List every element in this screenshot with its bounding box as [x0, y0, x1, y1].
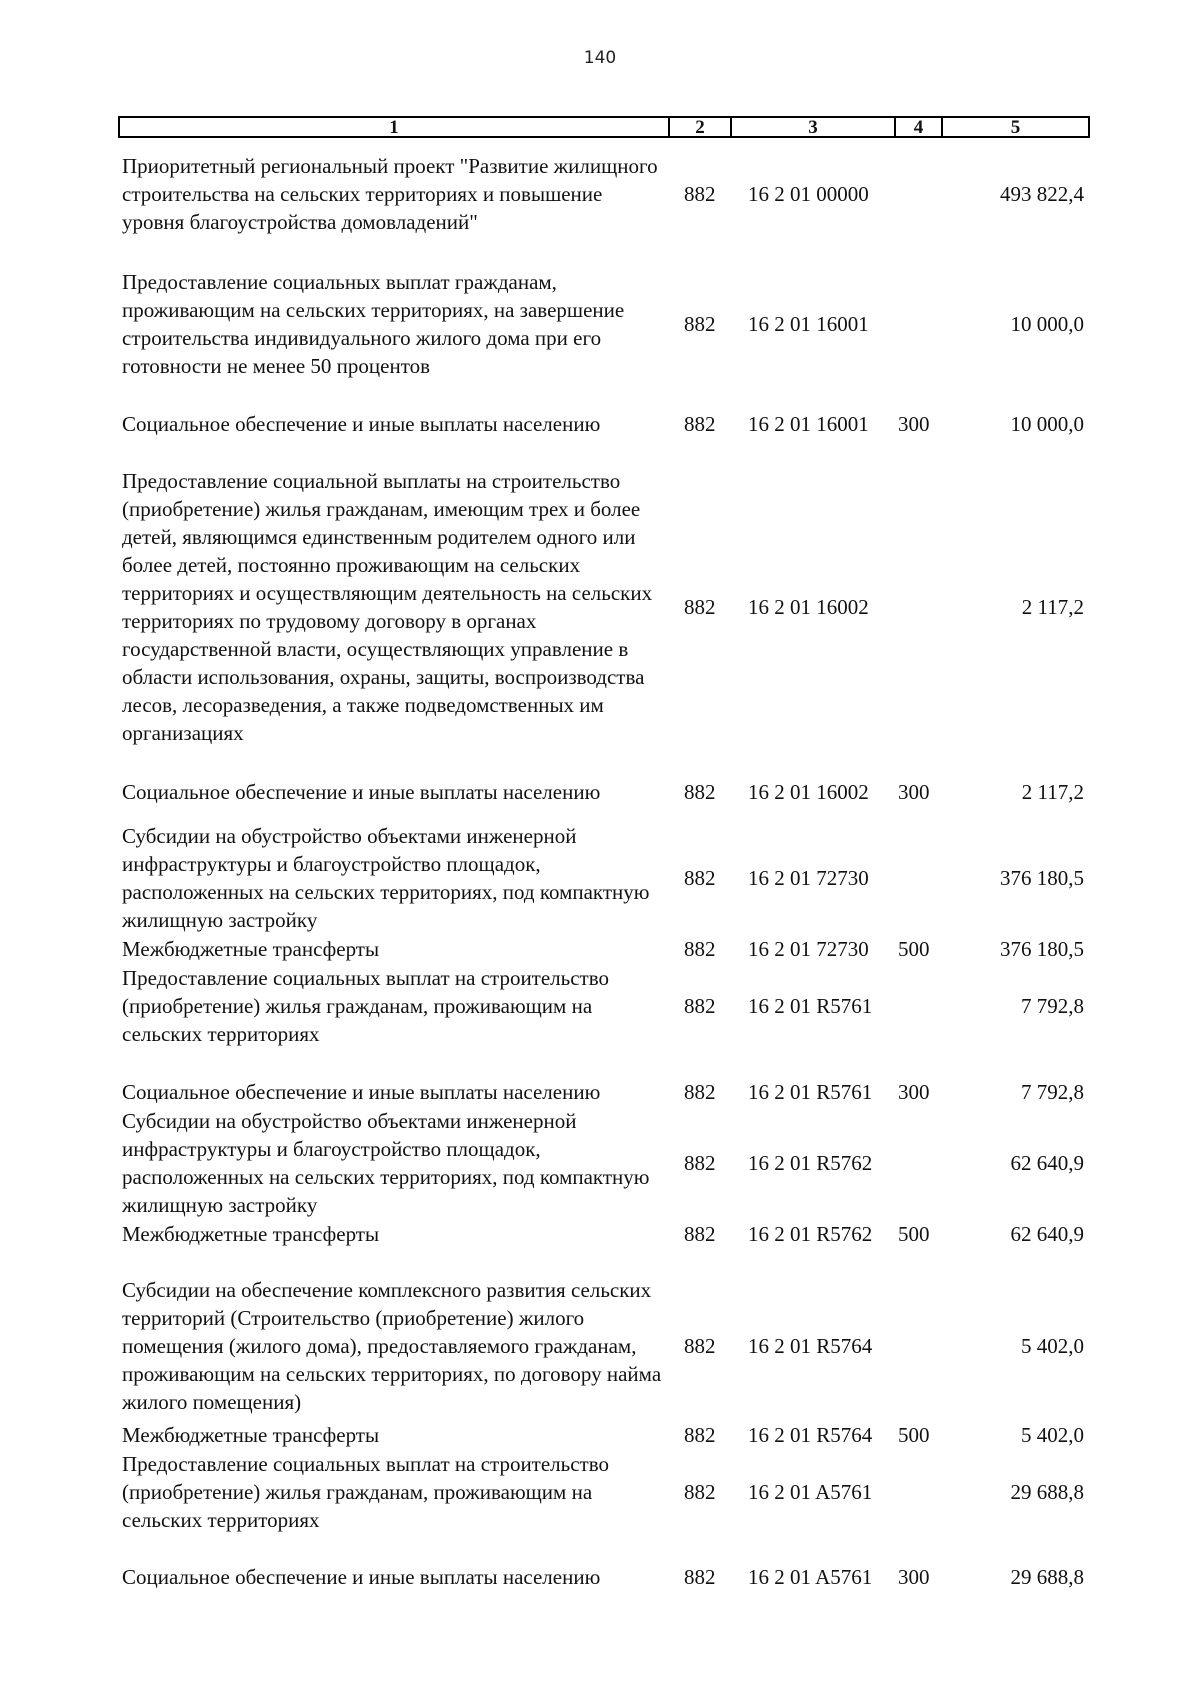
- row-type: [898, 152, 940, 236]
- row-admin: 882: [684, 182, 716, 206]
- header-col-4: 4: [896, 118, 943, 137]
- row-admin: 882: [684, 595, 716, 619]
- row-type: 500: [898, 1423, 930, 1447]
- row-admin: 882: [684, 994, 716, 1018]
- row-code: 16 2 01 72730: [748, 937, 869, 961]
- row-amount: 376 180,5: [1000, 937, 1084, 961]
- row-code: 16 2 01 A5761: [748, 1480, 873, 1504]
- row-amount: 5 402,0: [1021, 1334, 1084, 1358]
- header-col-5: 5: [1010, 117, 1021, 138]
- row-code: 16 2 01 R5762: [748, 1222, 873, 1246]
- row-type: 300: [898, 1565, 930, 1589]
- row-type: [898, 822, 940, 934]
- table-row: [0, 1220, 1200, 1248]
- table-row: [0, 1078, 1200, 1106]
- row-name: Социальное обеспечение и иные выплаты населению: [122, 780, 601, 804]
- row-type: [898, 1450, 940, 1534]
- row-amount: 10 000,0: [1010, 412, 1084, 436]
- row-amount: 493 822,4: [1000, 182, 1084, 206]
- row-admin: 882: [684, 412, 716, 436]
- row-admin: 882: [684, 1480, 716, 1504]
- table-row: [0, 822, 1200, 934]
- row-amount: 29 688,8: [1010, 1480, 1084, 1504]
- row-amount: 29 688,8: [1010, 1565, 1084, 1589]
- table-row: [0, 1107, 1200, 1219]
- row-name: Межбюджетные трансферты: [122, 1423, 380, 1447]
- row-code: 16 2 01 R5764: [748, 1423, 873, 1447]
- table-row: [0, 1262, 1200, 1430]
- row-type: 300: [898, 1080, 930, 1104]
- row-name: Приоритетный региональный проект "Развитие жилищного строительства на сельских территориях и повышение уровня благоустройства домовладений": [122, 154, 658, 234]
- row-name: Субсидии на обеспечение комплексного развития сельских территорий (Строительство (приобретение) жилого помещения (жилого дома), предоставляемого гражданам, проживающим на сельских территориях, по договору найма жилого помещения): [122, 1278, 662, 1414]
- row-type: [898, 1107, 940, 1219]
- row-amount: 2 117,2: [1021, 780, 1084, 804]
- row-code: 16 2 01 72730: [748, 866, 869, 890]
- row-type: 500: [898, 937, 930, 961]
- row-amount: 376 180,5: [1000, 866, 1084, 890]
- row-amount: 2 117,2: [1021, 595, 1084, 619]
- row-code: 16 2 01 16002: [748, 595, 869, 619]
- row-type: [898, 964, 940, 1048]
- row-admin: 882: [684, 1334, 716, 1358]
- row-name: Предоставление социальных выплат гражданам, проживающим на сельских территориях, на завершение строительства индивидуального жилого дома при его готовности не менее 50 процентов: [122, 270, 625, 378]
- row-type: 500: [898, 1222, 930, 1246]
- row-code: 16 2 01 16001: [748, 312, 869, 336]
- row-amount: 7 792,8: [1021, 1080, 1084, 1104]
- table-row: [0, 935, 1200, 963]
- row-code: 16 2 01 R5764: [748, 1334, 873, 1358]
- table-row: [0, 1450, 1200, 1534]
- row-admin: 882: [684, 937, 716, 961]
- row-code: 16 2 01 00000: [748, 182, 869, 206]
- row-name: Социальное обеспечение и иные выплаты населению: [122, 1565, 601, 1589]
- page-number: 140: [583, 48, 617, 68]
- row-code: 16 2 01 16001: [748, 412, 869, 436]
- row-name: Социальное обеспечение и иные выплаты населению: [122, 1080, 601, 1104]
- row-admin: 882: [684, 1565, 716, 1589]
- row-amount: 7 792,8: [1021, 994, 1084, 1018]
- row-admin: 882: [684, 1423, 716, 1447]
- row-amount: 5 402,0: [1021, 1423, 1084, 1447]
- row-name: Межбюджетные трансферты: [122, 1222, 380, 1246]
- row-code: 16 2 01 A5761: [748, 1565, 873, 1589]
- row-admin: 882: [684, 1222, 716, 1246]
- table-row: [0, 152, 1200, 236]
- row-name: Предоставление социальных выплат на строительство (приобретение) жилья гражданам, проживающим на сельских территориях: [122, 966, 610, 1046]
- row-type: [898, 467, 940, 747]
- row-admin: 882: [684, 1080, 716, 1104]
- row-amount: 10 000,0: [1010, 312, 1084, 336]
- row-name: Предоставление социальной выплаты на строительство (приобретение) жилья гражданам, имеющим трех и более детей, являющимся единственным родителем одного или более детей, постоянно проживающим на сельских территориях и осуществляющим деятельность на сельских территориях по трудовому договору в органах государственной власти, осуществляющих управление в области использования, охраны, защиты, воспроизводства лесов, лесоразведения, а также подведомственных им организациях: [122, 469, 653, 745]
- row-type: [898, 1262, 940, 1430]
- row-code: 16 2 01 16002: [748, 780, 869, 804]
- row-name: Субсидии на обустройство объектами инженерной инфраструктуры и благоустройство площадок, расположенных на сельских территориях, под компактную жилищную застройку: [122, 824, 650, 932]
- row-name: Субсидии на обустройство объектами инженерной инфраструктуры и благоустройство площадок, расположенных на сельских территориях, под компактную жилищную застройку: [122, 1109, 650, 1217]
- row-type: 300: [898, 780, 930, 804]
- row-name: Предоставление социальных выплат на строительство (приобретение) жилья гражданам, проживающим на сельских территориях: [122, 1452, 610, 1532]
- header-col-3: 3: [732, 118, 896, 137]
- table-row: [0, 964, 1200, 1048]
- table-row: [0, 410, 1200, 438]
- table-row: [0, 1563, 1200, 1591]
- row-admin: 882: [684, 312, 716, 336]
- table-row: [0, 268, 1200, 380]
- table-row: [0, 1421, 1200, 1449]
- row-admin: 882: [684, 780, 716, 804]
- row-type: [898, 268, 940, 380]
- table-row: [0, 467, 1200, 747]
- row-code: 16 2 01 R5761: [748, 994, 873, 1018]
- row-name: Социальное обеспечение и иные выплаты населению: [122, 412, 601, 436]
- table-row: [0, 778, 1200, 806]
- row-amount: 62 640,9: [1010, 1151, 1084, 1175]
- row-amount: 62 640,9: [1010, 1222, 1084, 1246]
- row-code: 16 2 01 R5761: [748, 1080, 873, 1104]
- header-col-2: 2: [670, 118, 732, 137]
- row-admin: 882: [684, 1151, 716, 1175]
- row-admin: 882: [684, 866, 716, 890]
- row-code: 16 2 01 R5762: [748, 1151, 873, 1175]
- header-col-1: 1: [120, 118, 670, 137]
- row-name: Межбюджетные трансферты: [122, 937, 380, 961]
- row-type: 300: [898, 412, 930, 436]
